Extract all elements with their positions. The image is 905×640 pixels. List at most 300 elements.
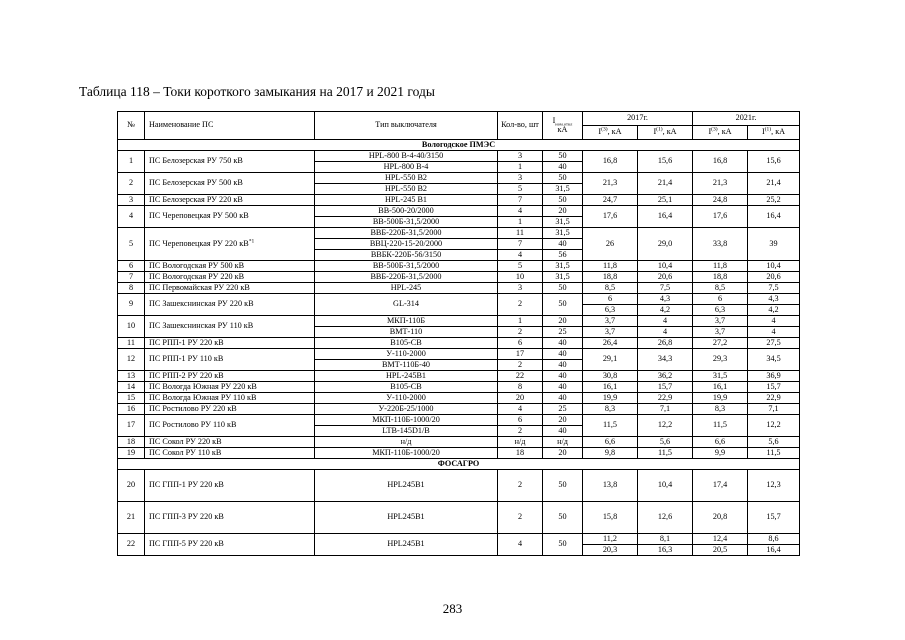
- footnote-mark: *1: [248, 238, 255, 245]
- value-2021-i3: 20,8: [693, 502, 748, 534]
- breaker-type: У-110-2000: [315, 349, 498, 360]
- section-title: Вологодское ПМЭС: [118, 140, 800, 151]
- value-2017-i1: 15,7: [638, 382, 693, 393]
- value-2017-i1: 4: [638, 327, 693, 338]
- substation-name: [145, 349, 315, 371]
- value-2017-i1: 15,6: [638, 151, 693, 173]
- substation-name-text: ПС Сокол РУ 220 кВ: [149, 436, 222, 446]
- row-number: 7: [118, 272, 145, 283]
- substation-name-text: ПС Зашекснинская РУ 220 кВ: [149, 299, 254, 309]
- substation-name: [145, 151, 315, 173]
- value-2017-i3: 13,8: [583, 470, 638, 502]
- header-2017-i1: $I^{(1)}$, кА: [638, 126, 693, 140]
- value-2017-i1: 4,3: [638, 294, 693, 305]
- value-2017-i1: 10,4: [638, 470, 693, 502]
- breaker-type: HPL245B1: [315, 502, 498, 534]
- value-2021-i3: 12,4: [693, 534, 748, 545]
- value-2021-i1: 5,6: [748, 437, 800, 448]
- breaker-count: 7: [498, 195, 543, 206]
- breaker-count: 22: [498, 371, 543, 382]
- breaker-type: ВМТ-110Б-40: [315, 360, 498, 371]
- table-row: [118, 415, 800, 426]
- breaker-type: МКП-110Б-1000/20: [315, 415, 498, 426]
- breaker-count: 1: [498, 316, 543, 327]
- row-number: 9: [118, 294, 145, 316]
- table-caption: Таблица 118 – Токи короткого замыкания на 2017 и 2021 годы: [79, 84, 435, 99]
- breaker-type: ВВБК-220Б-56/3150: [315, 250, 498, 261]
- value-2017-i3: 11,2: [583, 534, 638, 545]
- substation-name-text: ПС Череповецкая РУ 220 кВ: [149, 238, 249, 248]
- value-2021-i3: 33,8: [693, 228, 748, 261]
- value-2021-i1: 39: [748, 228, 800, 261]
- value-2021-i1: 7,5: [748, 283, 800, 294]
- value-2021-i3: 11,5: [693, 415, 748, 437]
- substation-name-text: ПС Вологодская РУ 500 кВ: [149, 260, 245, 270]
- substation-name-text: ПС РПП-2 РУ 220 кВ: [149, 370, 224, 380]
- value-2021-i3: 8,3: [693, 404, 748, 415]
- value-2017-i3: 6: [583, 294, 638, 305]
- row-number: 5: [118, 228, 145, 261]
- substation-name: [145, 502, 315, 534]
- table-row: [118, 151, 800, 162]
- breaker-inom: 50: [543, 173, 583, 184]
- header-2017-i3: $I^{(3)}$, кА: [583, 126, 638, 140]
- value-2017-i3: 30,8: [583, 371, 638, 382]
- value-2021-i3: 31,5: [693, 371, 748, 382]
- breaker-type: В105-СВ: [315, 338, 498, 349]
- value-2021-i3: 16,1: [693, 382, 748, 393]
- breaker-count: 3: [498, 151, 543, 162]
- breaker-count: 4: [498, 404, 543, 415]
- substation-name-text: ПС ГПП-5 РУ 220 кВ: [149, 539, 224, 549]
- breaker-inom: 40: [543, 239, 583, 250]
- section-title: ФОСАГРО: [118, 459, 800, 470]
- value-2017-i3: 26,4: [583, 338, 638, 349]
- substation-name: [145, 206, 315, 228]
- substation-name-text: ПС Ростилово РУ 110 кВ: [149, 420, 237, 430]
- breaker-count: 4: [498, 206, 543, 217]
- value-2017-i3: 3,7: [583, 316, 638, 327]
- substation-name: [145, 228, 315, 261]
- breaker-count: 20: [498, 393, 543, 404]
- value-2017-i1: 7,5: [638, 283, 693, 294]
- breaker-inom: 40: [543, 382, 583, 393]
- breaker-inom: 50: [543, 283, 583, 294]
- breaker-count: 4: [498, 250, 543, 261]
- header-num: №: [118, 112, 145, 140]
- value-2017-i1: 29,0: [638, 228, 693, 261]
- header-name: Наименование ПС: [145, 112, 315, 140]
- value-2021-i1: 15,6: [748, 151, 800, 173]
- value-2021-i1: 4: [748, 327, 800, 338]
- substation-name-text: ПС РПП-1 РУ 110 кВ: [149, 354, 224, 364]
- value-2017-i3: 8,3: [583, 404, 638, 415]
- row-number: 1: [118, 151, 145, 173]
- substation-name-text: ПС ГПП-1 РУ 220 кВ: [149, 480, 224, 490]
- value-2017-i3: 17,6: [583, 206, 638, 228]
- breaker-count: 1: [498, 217, 543, 228]
- value-2017-i3: 15,8: [583, 502, 638, 534]
- breaker-inom: н/д: [543, 437, 583, 448]
- breaker-count: 2: [498, 360, 543, 371]
- value-2021-i3: 29,3: [693, 349, 748, 371]
- substation-name: [145, 470, 315, 502]
- breaker-type: МКП-110Б-1000/20: [315, 448, 498, 459]
- value-2017-i3: 24,7: [583, 195, 638, 206]
- value-2021-i1: 12,2: [748, 415, 800, 437]
- row-number: 8: [118, 283, 145, 294]
- value-2017-i3: 20,3: [583, 545, 638, 556]
- breaker-type: н/д: [315, 437, 498, 448]
- breaker-inom: 31,5: [543, 217, 583, 228]
- substation-name: [145, 272, 315, 283]
- substation-name-text: ПС Белозерская РУ 500 кВ: [149, 178, 243, 188]
- value-2017-i3: 29,1: [583, 349, 638, 371]
- value-2017-i3: 3,7: [583, 327, 638, 338]
- header-2021-i3: $I^{(3)}$, кА: [693, 126, 748, 140]
- row-number: 16: [118, 404, 145, 415]
- value-2021-i1: 15,7: [748, 502, 800, 534]
- breaker-count: 2: [498, 327, 543, 338]
- breaker-type: HPL-800 В-4: [315, 162, 498, 173]
- value-2017-i3: 6,3: [583, 305, 638, 316]
- substation-name-text: ПС ГПП-3 РУ 220 кВ: [149, 512, 224, 522]
- substation-name: [145, 448, 315, 459]
- header-row-1: [118, 112, 800, 126]
- breaker-inom: 40: [543, 349, 583, 360]
- breaker-count: 6: [498, 338, 543, 349]
- breaker-type: ВВБ-220Б-31,5/2000: [315, 272, 498, 283]
- row-number: 4: [118, 206, 145, 228]
- value-2021-i1: 34,5: [748, 349, 800, 371]
- breaker-count: 10: [498, 272, 543, 283]
- value-2017-i3: 11,5: [583, 415, 638, 437]
- value-2017-i3: 11,8: [583, 261, 638, 272]
- value-2017-i1: 26,8: [638, 338, 693, 349]
- value-2021-i3: 17,4: [693, 470, 748, 502]
- substation-name: [145, 338, 315, 349]
- breaker-type: ВВБ-220Б-31,5/2000: [315, 228, 498, 239]
- value-2017-i3: 16,8: [583, 151, 638, 173]
- substation-name: [145, 393, 315, 404]
- table-row: [118, 316, 800, 327]
- table-row: [118, 338, 800, 349]
- value-2021-i3: 6,3: [693, 305, 748, 316]
- breaker-type: HPL245B1: [315, 470, 498, 502]
- value-2021-i1: 20,6: [748, 272, 800, 283]
- value-2021-i3: 8,5: [693, 283, 748, 294]
- table-row: [118, 272, 800, 283]
- table-row: [118, 294, 800, 305]
- substation-name: [145, 173, 315, 195]
- breaker-inom: 56: [543, 250, 583, 261]
- breaker-type: ВВ-500Б-31,5/2000: [315, 217, 498, 228]
- value-2021-i1: 7,1: [748, 404, 800, 415]
- row-number: 10: [118, 316, 145, 338]
- breaker-inom: 31,5: [543, 184, 583, 195]
- breaker-inom: 31,5: [543, 228, 583, 239]
- row-number: 22: [118, 534, 145, 556]
- value-2017-i1: 12,2: [638, 415, 693, 437]
- value-2021-i1: 4,3: [748, 294, 800, 305]
- header-type: Тип выключателя: [315, 112, 498, 140]
- breaker-count: 2: [498, 294, 543, 316]
- breaker-count: 3: [498, 173, 543, 184]
- value-2021-i1: 22,9: [748, 393, 800, 404]
- value-2017-i3: 26: [583, 228, 638, 261]
- value-2021-i1: 15,7: [748, 382, 800, 393]
- table-row: [118, 437, 800, 448]
- substation-name-text: ПС Вологда Южная РУ 220 кВ: [149, 381, 257, 391]
- breaker-count: 7: [498, 239, 543, 250]
- breaker-count: 5: [498, 261, 543, 272]
- substation-name: [145, 371, 315, 382]
- value-2017-i1: 34,3: [638, 349, 693, 371]
- row-number: 17: [118, 415, 145, 437]
- row-number: 11: [118, 338, 145, 349]
- value-2021-i1: 21,4: [748, 173, 800, 195]
- substation-name: [145, 294, 315, 316]
- breaker-type: У-110-2000: [315, 393, 498, 404]
- table-row: [118, 382, 800, 393]
- value-2017-i1: 4: [638, 316, 693, 327]
- header-count: Кол-во, шт: [498, 112, 543, 140]
- value-2021-i1: 4,2: [748, 305, 800, 316]
- substation-name-text: ПС Вологда Южная РУ 110 кВ: [149, 392, 257, 402]
- row-number: 14: [118, 382, 145, 393]
- breaker-type: HPL-245: [315, 283, 498, 294]
- value-2021-i3: 3,7: [693, 327, 748, 338]
- value-2017-i3: 16,1: [583, 382, 638, 393]
- breaker-inom: 40: [543, 162, 583, 173]
- breaker-type: GL-314: [315, 294, 498, 316]
- breaker-count: 2: [498, 470, 543, 502]
- breaker-type: МКП-110Б: [315, 316, 498, 327]
- row-number: 12: [118, 349, 145, 371]
- value-2017-i1: 11,5: [638, 448, 693, 459]
- value-2021-i3: 17,6: [693, 206, 748, 228]
- breaker-type: ВВЦ-220-15-20/2000: [315, 239, 498, 250]
- value-2017-i1: 20,6: [638, 272, 693, 283]
- row-number: 20: [118, 470, 145, 502]
- breaker-count: 6: [498, 415, 543, 426]
- breaker-type: HPL-245 В1: [315, 195, 498, 206]
- breaker-type: HPL-245В1: [315, 371, 498, 382]
- breaker-inom: 25: [543, 327, 583, 338]
- value-2021-i3: 16,8: [693, 151, 748, 173]
- value-2017-i1: 16,4: [638, 206, 693, 228]
- value-2021-i3: 6: [693, 294, 748, 305]
- table-row: [118, 502, 800, 534]
- value-2021-i1: 36,9: [748, 371, 800, 382]
- value-2021-i1: 25,2: [748, 195, 800, 206]
- breaker-count: 8: [498, 382, 543, 393]
- substation-name: [145, 534, 315, 556]
- page-number: 283: [442, 601, 463, 616]
- substation-name-text: ПС Белозерская РУ 750 кВ: [149, 156, 243, 166]
- breaker-count: 17: [498, 349, 543, 360]
- value-2021-i1: 27,5: [748, 338, 800, 349]
- table-row: [118, 261, 800, 272]
- table-row: [118, 470, 800, 502]
- substation-name-text: ПС Зашекснинская РУ 110 кВ: [149, 321, 254, 331]
- value-2021-i1: 4: [748, 316, 800, 327]
- value-2021-i1: 10,4: [748, 261, 800, 272]
- value-2021-i3: 3,7: [693, 316, 748, 327]
- header-2021: 2021г.: [693, 112, 800, 126]
- short-circuit-table: [117, 111, 800, 556]
- breaker-inom: 40: [543, 371, 583, 382]
- breaker-type: LTB-145D1/B: [315, 426, 498, 437]
- table-body-fosagro: [118, 470, 800, 556]
- table-row: [118, 173, 800, 184]
- breaker-type: ВВ-500-20/2000: [315, 206, 498, 217]
- value-2021-i3: 21,3: [693, 173, 748, 195]
- breaker-type: HPL-550 В2: [315, 173, 498, 184]
- breaker-inom: 20: [543, 316, 583, 327]
- breaker-inom: 40: [543, 426, 583, 437]
- value-2021-i3: 9,9: [693, 448, 748, 459]
- value-2021-i3: 18,8: [693, 272, 748, 283]
- value-2021-i1: 16,4: [748, 545, 800, 556]
- value-2017-i1: 8,1: [638, 534, 693, 545]
- row-number: 2: [118, 173, 145, 195]
- breaker-inom: 31,5: [543, 261, 583, 272]
- breaker-type: ВВ-500Б-31,5/2000: [315, 261, 498, 272]
- table-row: [118, 228, 800, 239]
- value-2017-i3: 6,6: [583, 437, 638, 448]
- breaker-count: 18: [498, 448, 543, 459]
- value-2017-i1: 7,1: [638, 404, 693, 415]
- substation-name-text: ПС Белозерская РУ 220 кВ: [149, 194, 243, 204]
- substation-name-text: ПС РПП-1 РУ 220 кВ: [149, 337, 224, 347]
- row-number: 13: [118, 371, 145, 382]
- value-2021-i3: 19,9: [693, 393, 748, 404]
- table-row: [118, 393, 800, 404]
- breaker-inom: 50: [543, 470, 583, 502]
- breaker-count: 2: [498, 426, 543, 437]
- breaker-inom: 40: [543, 393, 583, 404]
- value-2017-i1: 5,6: [638, 437, 693, 448]
- value-2017-i1: 21,4: [638, 173, 693, 195]
- value-2021-i1: 11,5: [748, 448, 800, 459]
- table-row: [118, 534, 800, 545]
- breaker-inom: 20: [543, 415, 583, 426]
- breaker-count: н/д: [498, 437, 543, 448]
- row-number: 19: [118, 448, 145, 459]
- value-2017-i1: 10,4: [638, 261, 693, 272]
- table-row: [118, 404, 800, 415]
- substation-name-text: ПС Череповецкая РУ 500 кВ: [149, 211, 249, 221]
- breaker-count: 4: [498, 534, 543, 556]
- breaker-type: HPL-800 В-4-40/3150: [315, 151, 498, 162]
- substation-name: [145, 261, 315, 272]
- value-2017-i1: 22,9: [638, 393, 693, 404]
- breaker-inom: 20: [543, 206, 583, 217]
- header-2017: 2017г.: [583, 112, 693, 126]
- table-row: [118, 283, 800, 294]
- substation-name: [145, 437, 315, 448]
- breaker-count: 11: [498, 228, 543, 239]
- section-row-vologda: [118, 140, 800, 151]
- value-2021-i1: 16,4: [748, 206, 800, 228]
- breaker-inom: 50: [543, 195, 583, 206]
- substation-name: [145, 415, 315, 437]
- breaker-inom: 31,5: [543, 272, 583, 283]
- breaker-inom: 25: [543, 404, 583, 415]
- row-number: 18: [118, 437, 145, 448]
- breaker-type: HPL245B1: [315, 534, 498, 556]
- value-2017-i3: 18,8: [583, 272, 638, 283]
- value-2017-i1: 36,2: [638, 371, 693, 382]
- table-row: [118, 448, 800, 459]
- breaker-type: В105-СВ: [315, 382, 498, 393]
- breaker-type: HPL-550 В2: [315, 184, 498, 195]
- breaker-inom: 50: [543, 151, 583, 162]
- breaker-inom: 50: [543, 534, 583, 556]
- value-2017-i1: 25,1: [638, 195, 693, 206]
- value-2021-i1: 8,6: [748, 534, 800, 545]
- breaker-inom: 40: [543, 360, 583, 371]
- breaker-inom: 40: [543, 338, 583, 349]
- header-inom: $I_{ном.откл}$ кА: [543, 112, 583, 140]
- value-2017-i3: 19,9: [583, 393, 638, 404]
- substation-name: [145, 382, 315, 393]
- substation-name-text: ПС Ростилово РУ 220 кВ: [149, 403, 237, 413]
- breaker-type: У-220Б-25/1000: [315, 404, 498, 415]
- table-row: [118, 349, 800, 360]
- table-row: [118, 206, 800, 217]
- table-row: [118, 195, 800, 206]
- value-2021-i3: 20,5: [693, 545, 748, 556]
- value-2017-i1: 4,2: [638, 305, 693, 316]
- value-2021-i3: 24,8: [693, 195, 748, 206]
- substation-name-text: ПС Первомайская РУ 220 кВ: [149, 282, 250, 292]
- breaker-count: 2: [498, 502, 543, 534]
- row-number: 21: [118, 502, 145, 534]
- value-2021-i3: 27,2: [693, 338, 748, 349]
- breaker-count: 5: [498, 184, 543, 195]
- section-row-fosagro: [118, 459, 800, 470]
- breaker-type: ВМТ-110: [315, 327, 498, 338]
- row-number: 3: [118, 195, 145, 206]
- breaker-inom: 50: [543, 294, 583, 316]
- value-2017-i3: 21,3: [583, 173, 638, 195]
- value-2017-i1: 12,6: [638, 502, 693, 534]
- substation-name: [145, 404, 315, 415]
- value-2021-i3: 6,6: [693, 437, 748, 448]
- value-2021-i3: 11,8: [693, 261, 748, 272]
- breaker-count: 3: [498, 283, 543, 294]
- table-body-vologda: [118, 151, 800, 459]
- breaker-count: 1: [498, 162, 543, 173]
- substation-name-text: ПС Вологодская РУ 220 кВ: [149, 271, 245, 281]
- substation-name: [145, 195, 315, 206]
- table-row: [118, 371, 800, 382]
- value-2021-i1: 12,3: [748, 470, 800, 502]
- row-number: 15: [118, 393, 145, 404]
- breaker-inom: 20: [543, 448, 583, 459]
- substation-name: [145, 283, 315, 294]
- substation-name-text: ПС Сокол РУ 110 кВ: [149, 447, 222, 457]
- value-2017-i3: 8,5: [583, 283, 638, 294]
- value-2017-i3: 9,8: [583, 448, 638, 459]
- value-2017-i1: 16,3: [638, 545, 693, 556]
- substation-name: [145, 316, 315, 338]
- row-number: 6: [118, 261, 145, 272]
- breaker-inom: 50: [543, 502, 583, 534]
- header-2021-i1: $I^{(1)}$, кА: [748, 126, 800, 140]
